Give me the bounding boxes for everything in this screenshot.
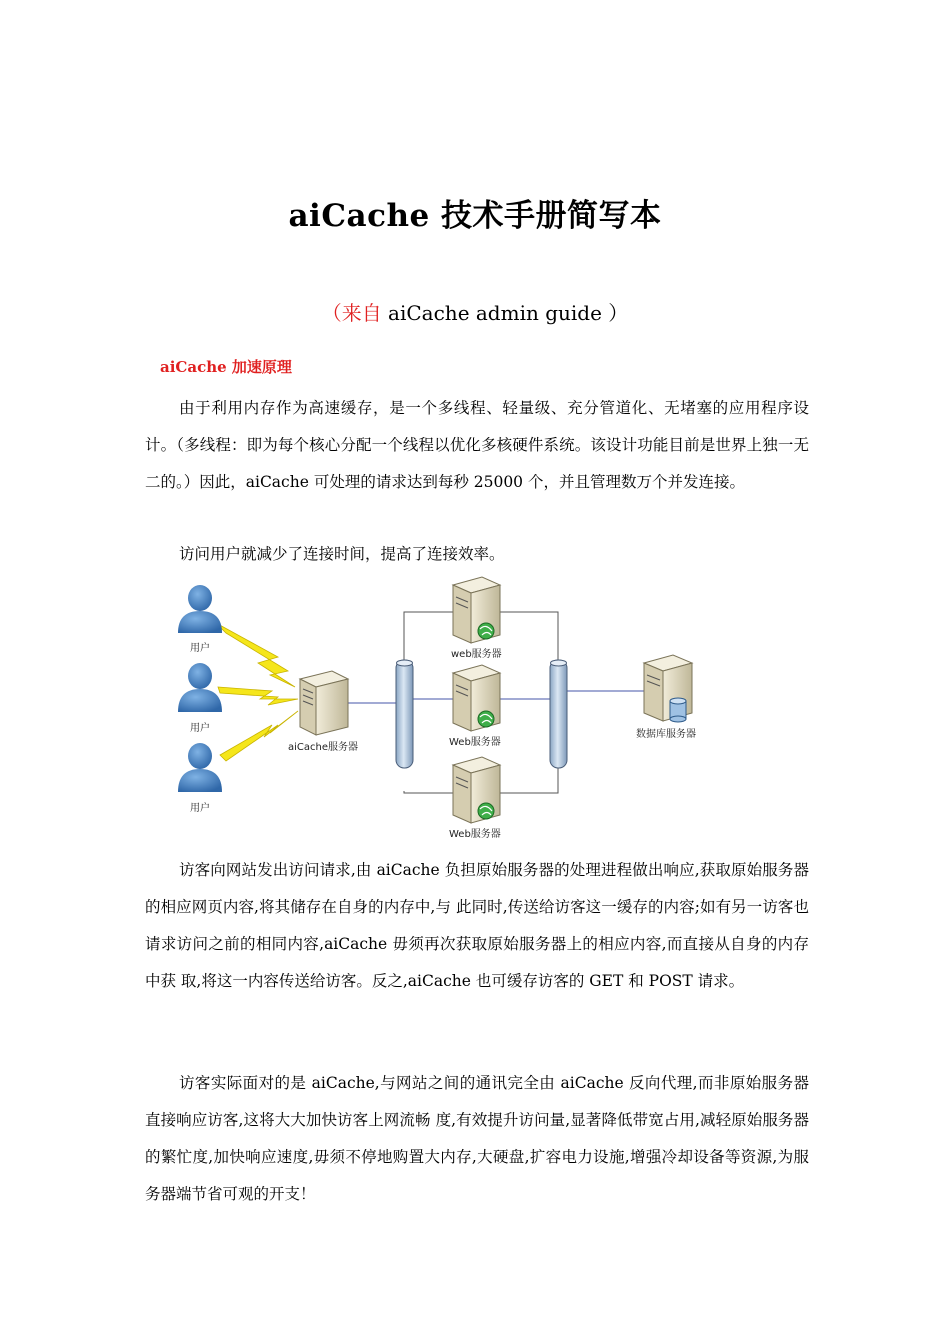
user-icon-2 [178,663,222,712]
web-server-icon-1 [453,577,500,643]
web-server-label-3: Web服务器 [449,829,501,840]
document-subtitle [0,297,950,326]
paragraph-1: 由于利用内存作为高速缓存，是一个多线程、轻量级、充分管道化、无堵塞的应用程序设计。（多线程：即为每个核心分配一个线程以优化多核硬件系统。该设计功能目前是世界上独一无二的。）因此，aiCache 可处理的请求达到每秒 25000 个，并且管理数万个并发连接。 [145,399,809,491]
web-server-icon-2 [453,665,500,731]
user-icon-1 [178,585,222,633]
user-label-3: 用户 [190,803,210,814]
user-icon-3 [178,743,222,792]
paragraph-3: 访客向网站发出访问请求,由 aiCache 负担原始服务器的处理进程做出响应,获取原始服务器的相应网页内容,将其储存在自身的内存中,与 此同时,传送给访客这一缓存的内容;如有另一访客也请求访问之前的相同内容,aiCache 毋须再次获取原始服务器上的相应内容,而直接从自身的内存中获 取,将这一内容传送给访客。反之,aiCache 也可缓存访客的 GET 和 POST 请求。 [145,861,809,990]
paragraph-4: 访客实际面对的是 aiCache,与网站之间的通讯完全由 aiCache 反向代理,而非原始服务器直接响应访客,这将大大加快访客上网流畅 度,有效提升访问量,显著降低带宽占用,减轻原始服务器的繁忙度,加快响应速度,毋须不停地购置大内存,大硬盘,扩容电力设施,增强冷却设备等资源,为服 务器端节省可观的开支！ [145,1074,809,1203]
web-server-icon-3 [453,757,500,823]
subtitle-prefix: （来自 [321,301,382,325]
web-server-label-1: web服务器 [451,649,502,660]
subtitle-main: aiCache admin guide ） [381,301,629,325]
aicache-server-icon [300,671,348,735]
web-server-label-2: Web服务器 [449,737,501,748]
database-server-label: 数据库服务器 [636,729,696,740]
section-heading: aiCache 加速原理 [160,358,292,376]
database-server-icon [644,655,692,722]
user-label-1: 用户 [190,643,210,654]
document-title: aiCache 技术手册简写本 [288,198,662,234]
user-label-2: 用户 [190,723,210,734]
switch-pipe-right [550,660,567,768]
network-diagram [160,575,720,850]
paragraph-2: 访问用户就减少了连接时间，提高了连接效率。 [179,545,505,563]
switch-pipe-left [396,660,413,768]
lightning-bolts [216,623,298,761]
aicache-server-label: aiCache服务器 [288,742,359,753]
